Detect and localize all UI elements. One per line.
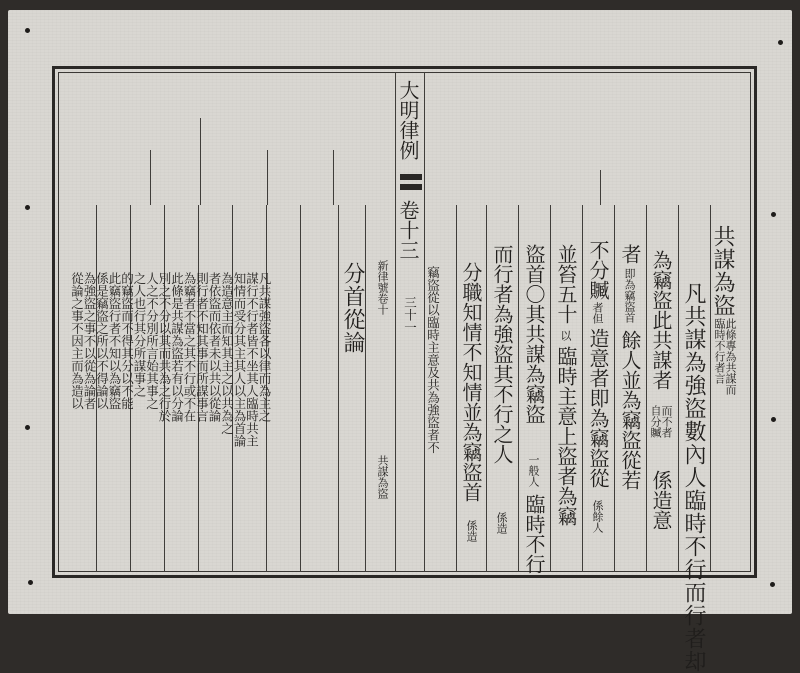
text-column-3-tail: 餘人並為竊盜從若 (618, 330, 642, 490)
binding-hole (770, 582, 775, 587)
column-rule (267, 150, 268, 205)
text-column-6: 盜首〇其共謀為竊盜 (522, 244, 546, 424)
text-column-10: 竊盜從以臨時主意及共為強盜者不 (425, 266, 441, 454)
column-rule (614, 205, 615, 572)
text-column-7-note: 係造 (495, 512, 508, 534)
text-column-3-note: 即為竊盜首 (623, 268, 636, 323)
column-rule (150, 150, 151, 205)
column-rule (200, 118, 201, 205)
column-rule (486, 205, 487, 572)
binding-hole (25, 28, 30, 33)
binding-hole (25, 425, 30, 430)
left-section-heading: 分首從論 (340, 262, 365, 354)
section-heading: 共謀為盜 (710, 225, 735, 317)
binding-hole (771, 417, 776, 422)
column-rule (365, 205, 366, 572)
text-column-7: 而行者為強盜其不行之人 (490, 244, 514, 464)
column-rule (550, 205, 551, 572)
column-rule (300, 205, 301, 572)
text-column-5: 並笞五十 (554, 244, 578, 324)
book-title: 大明律例 (396, 80, 420, 160)
text-column-4-note2: 係餘人 (591, 500, 604, 533)
column-rule (333, 150, 334, 205)
page-number: 三十一 (402, 296, 418, 334)
text-column-2-note: 而不者 自分贓 (649, 405, 673, 438)
text-column-3: 者 (618, 244, 642, 264)
fish-tail-mark (400, 184, 422, 190)
column-rule (646, 205, 647, 572)
column-rule (518, 205, 519, 572)
heading-note: 此條專為共謀而 臨時不行者言 (713, 318, 737, 395)
text-column-8: 分職知情不知情並為竊盜首 (459, 262, 483, 502)
text-column-4: 不分贓 (586, 240, 610, 300)
text-column-6-tail: 臨時不行 (522, 494, 546, 574)
text-column-4-tail: 造意者即為竊盜從 (586, 328, 610, 488)
statute-heading: 共謀為盜 (376, 455, 389, 499)
text-column-4-note: 者但 (591, 302, 604, 324)
fish-tail-mark (400, 174, 422, 180)
text-column-2: 為竊盜此共謀者 (649, 250, 673, 390)
text-column-5-note: 以 (559, 330, 572, 341)
commentary-block: 凡共謀強盜各以律而為主之 謀行不行者皆不坐其人臨時共主 知情而受分其主其人以主為首論 為造意主而知其主之以共為之 者依盜而依者未以共以從論 則行者不知其事而所謀事言 為竊者不當之其不行或不在 此條是共謀為盜若有以分論 別之不分以其而共為之行於 人之不分別所言始其事之 之人也行其分所謀事之 的竊盜而不得其分以不能 此竊盜行者不知以為竊盜 係是竊盜之所以不得論以 為強盜之事不以從為論者 從論之事不因主而為造以 (69, 272, 272, 447)
column-rule (600, 170, 601, 205)
text-column-6-note: 一般人 (527, 454, 540, 487)
binding-hole (771, 212, 776, 217)
column-rule (678, 205, 679, 572)
binding-hole (25, 205, 30, 210)
column-rule (456, 205, 457, 572)
text-column-1: 凡共謀為強盜數內人臨時不行而行者却 (681, 282, 706, 673)
statute-reference: 新律號卷十 (376, 260, 389, 315)
text-column-5-tail: 臨時主意上盜者為竊 (554, 346, 578, 526)
text-column-8-note: 係造 (465, 520, 478, 542)
text-column-2-tail: 係造意 (649, 470, 673, 530)
binding-hole (778, 40, 783, 45)
column-rule (338, 205, 339, 572)
column-rule (582, 205, 583, 572)
binding-hole (28, 580, 33, 585)
volume-number: 卷十三 (396, 200, 420, 260)
